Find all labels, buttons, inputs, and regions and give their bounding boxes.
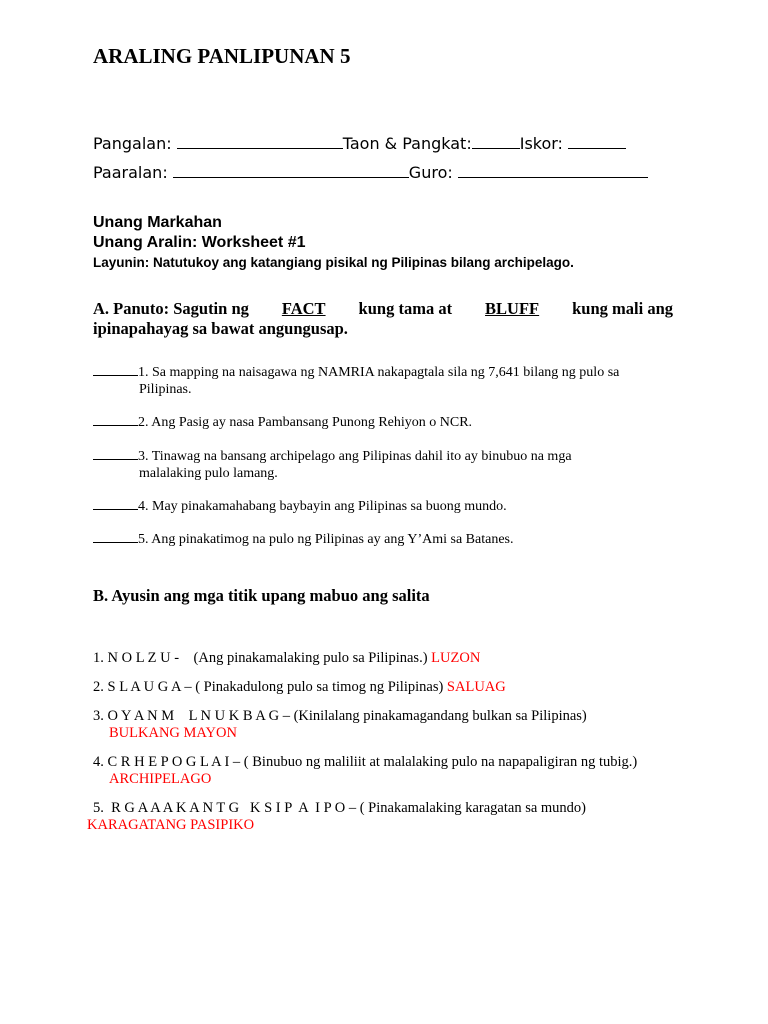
name-blank[interactable] — [177, 134, 343, 149]
instruction-prefix: A. Panuto: Sagutin ng — [93, 299, 249, 318]
item-text-continued: Pilipinas. — [139, 382, 192, 397]
list-item — [93, 754, 637, 788]
bluff-keyword: BLUFF — [485, 299, 540, 318]
answer-blank[interactable] — [93, 446, 138, 460]
list-item — [93, 650, 480, 667]
objective-text: Layunin: Natutukoy ang katangiang pisikal ng Pilipinas bilang archipelago. — [93, 255, 574, 270]
list-item — [93, 708, 587, 742]
score-label: Iskor: — [519, 134, 563, 153]
section-b-title: B. Ayusin ang mga titik upang mabuo ang salita — [93, 586, 430, 605]
fact-keyword: FACT — [281, 299, 326, 318]
item-text-continued: malalaking pulo lamang. — [139, 466, 278, 481]
answer-text: SALUAG — [446, 679, 506, 695]
section-a-instructions-line2: ipinapahayag sa bawat angungusap. — [93, 319, 348, 338]
answer-text: KARAGATANG PASIPIKO — [87, 817, 255, 833]
school-blank[interactable] — [173, 163, 409, 178]
item-text: 3. O Y A N M L N U K B A G – (Kinilalang pinakamagandang bulkan sa Pilipinas) — [93, 708, 587, 724]
answer-blank[interactable] — [93, 496, 138, 510]
answer-blank[interactable] — [93, 362, 138, 376]
item-text: 4. May pinakamahabang baybayin ang Pilipinas sa buong mundo. — [138, 499, 507, 514]
list-item — [93, 362, 619, 398]
instruction-suffix: kung mali ang — [572, 299, 673, 318]
list-item — [93, 800, 586, 817]
page-title: ARALING PANLIPUNAN 5 — [93, 44, 351, 68]
info-row-2 — [93, 163, 648, 182]
item-text: 1. N O L Z U - (Ang pinakamalaking pulo sa Pilipinas.) — [93, 650, 428, 666]
item-text: 5. Ang pinakatimog na pulo ng Pilipinas ay ang Y’Ami sa Batanes. — [138, 532, 514, 547]
list-item — [93, 496, 507, 515]
section-a-instructions — [93, 299, 673, 319]
answer-blank[interactable] — [93, 412, 138, 426]
answer-text: BULKANG MAYON — [109, 725, 237, 741]
teacher-label: Guro: — [408, 163, 453, 182]
instruction-mid: kung tama at — [358, 299, 453, 318]
name-label: Pangalan: — [93, 134, 172, 153]
list-item — [93, 412, 472, 431]
item-text: 2. Ang Pasig ay nasa Pambansang Punong Rehiyon o NCR. — [138, 415, 473, 430]
quarter-heading: Unang Markahan — [93, 214, 222, 231]
list-item — [93, 679, 506, 696]
item-text: 2. S L A U G A – ( Pinakadulong pulo sa timog ng Pilipinas) — [93, 679, 444, 695]
list-item — [93, 446, 572, 482]
teacher-blank[interactable] — [458, 163, 648, 178]
info-row-1 — [93, 134, 626, 153]
score-blank[interactable] — [568, 134, 626, 149]
item-text: 4. C R H E P O G L A I – ( Binubuo ng maliliit at malalaking pulo na napapaligiran ng tubig.) — [93, 754, 638, 770]
school-label: Paaralan: — [93, 163, 168, 182]
answer-text: ARCHIPELAGO — [109, 771, 212, 787]
lesson-heading: Unang Aralin: Worksheet #1 — [93, 234, 306, 251]
year-section-label: Taon & Pangkat: — [342, 134, 472, 153]
list-item — [93, 529, 513, 548]
item-text: 1. Sa mapping na naisagawa ng NAMRIA nakapagtala sila ng 7,641 bilang ng pulo sa — [138, 365, 620, 380]
year-section-blank[interactable] — [472, 134, 520, 149]
item-text: 3. Tinawag na bansang archipelago ang Pilipinas dahil ito ay binubuo na mga — [138, 449, 572, 464]
answer-blank[interactable] — [93, 529, 138, 543]
item-text: 5. R G A A A K A N T G K S I P A I P O – ( Pinakamalaking karagatan sa mundo) — [93, 800, 586, 816]
answer-text: LUZON — [431, 650, 481, 666]
